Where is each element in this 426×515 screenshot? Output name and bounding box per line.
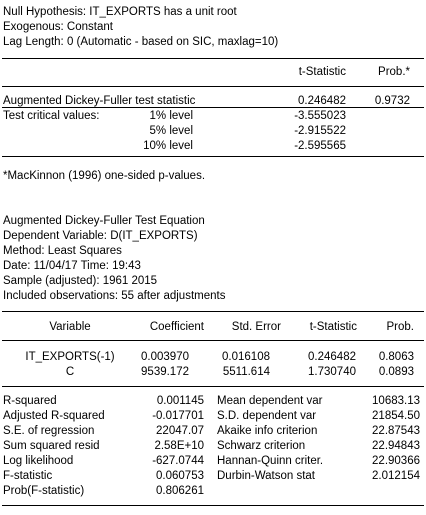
col-header-prob: Prob.* (378, 66, 410, 78)
critical-value: -3.555023 (294, 110, 346, 122)
coef-header-tstat: t-Statistic (309, 321, 357, 333)
divider (2, 340, 424, 341)
stat-value: 21854.50 (372, 410, 420, 422)
critical-level: 1% level (149, 110, 193, 122)
divider (2, 107, 424, 108)
stat-label: Schwarz criterion (217, 440, 306, 452)
date-time-text: Date: 11/04/17 Time: 19:43 (3, 260, 141, 272)
stat-value: 2.012154 (372, 470, 420, 482)
divider (2, 86, 424, 87)
stat-label: Akaike info criterion (217, 425, 318, 437)
adf-stat-label: Augmented Dickey-Fuller test statistic (3, 95, 196, 107)
stat-label: F-statistic (3, 470, 53, 482)
stat-value: 22047.07 (156, 425, 204, 437)
exogenous-text: Exogenous: Constant (3, 21, 113, 33)
dependent-variable: Dependent Variable: D(IT_EXPORTS) (3, 230, 198, 242)
coef-header-stderror: Std. Error (231, 321, 281, 333)
col-header-tstat: t-Statistic (298, 66, 346, 78)
lag-length-text: Lag Length: 0 (Automatic - based on SIC, maxlag=10) (3, 36, 279, 48)
tstat-value: 1.730740 (308, 366, 356, 378)
coef-header-coefficient: Coefficient (149, 321, 204, 333)
stat-label: Log likelihood (3, 455, 74, 467)
stat-value: -627.0744 (152, 455, 204, 467)
sample-text: Sample (adjusted): 1961 2015 (3, 275, 158, 287)
null-hypothesis: Null Hypothesis: IT_EXPORTS has a unit root (3, 6, 237, 18)
stat-label: Sum squared resid (3, 440, 100, 452)
variable-name: IT_EXPORTS(-1) (25, 351, 115, 363)
stat-value: -0.017701 (152, 410, 204, 422)
stat-value: 22.94843 (372, 440, 420, 452)
equation-title: Augmented Dickey-Fuller Test Equation (3, 215, 205, 227)
variable-name: C (65, 366, 75, 378)
divider (2, 156, 424, 157)
stat-value: 0.806261 (156, 485, 204, 497)
observations-text: Included observations: 55 after adjustments (3, 290, 226, 302)
stat-value: 0.060753 (156, 470, 204, 482)
stat-label: Hannan-Quinn criter. (217, 455, 324, 467)
stat-value: 2.58E+10 (154, 440, 204, 452)
stderror-value: 5511.614 (222, 366, 270, 378)
divider (2, 58, 424, 59)
critical-value: -2.595565 (294, 140, 346, 152)
coef-header-prob: Prob. (386, 321, 414, 333)
coefficient-value: 9539.172 (141, 366, 189, 378)
stat-label: S.D. dependent var (217, 410, 317, 422)
critical-values-label: Test critical values: (3, 110, 100, 122)
prob-value: 0.8063 (378, 351, 414, 363)
adf-prob-value: 0.9732 (374, 95, 410, 107)
stat-value: 22.87543 (372, 425, 420, 437)
adf-stat-value: 0.246482 (298, 95, 346, 107)
coef-header-variable: Variable (49, 321, 91, 333)
divider (2, 311, 424, 312)
footnote: *MacKinnon (1996) one-sided p-values. (3, 170, 206, 182)
stat-label: Adjusted R-squared (3, 410, 105, 422)
stat-label: Durbin-Watson stat (217, 470, 315, 482)
stat-label: R-squared (3, 395, 57, 407)
divider (2, 505, 424, 506)
coefficient-value: 0.003970 (141, 351, 189, 363)
stderror-value: 0.016108 (222, 351, 270, 363)
stat-value: 22.90366 (372, 455, 420, 467)
tstat-value: 0.246482 (308, 351, 356, 363)
critical-value: -2.915522 (294, 125, 346, 137)
stat-label: Mean dependent var (217, 395, 323, 407)
stat-value: 0.001145 (156, 395, 204, 407)
divider (2, 386, 424, 387)
stat-label: Prob(F-statistic) (3, 485, 85, 497)
critical-level: 5% level (149, 125, 193, 137)
method-text: Method: Least Squares (3, 245, 122, 257)
stat-label: S.E. of regression (3, 425, 95, 437)
prob-value: 0.0893 (378, 366, 414, 378)
stat-value: 10683.13 (372, 395, 420, 407)
critical-level: 10% level (143, 140, 193, 152)
